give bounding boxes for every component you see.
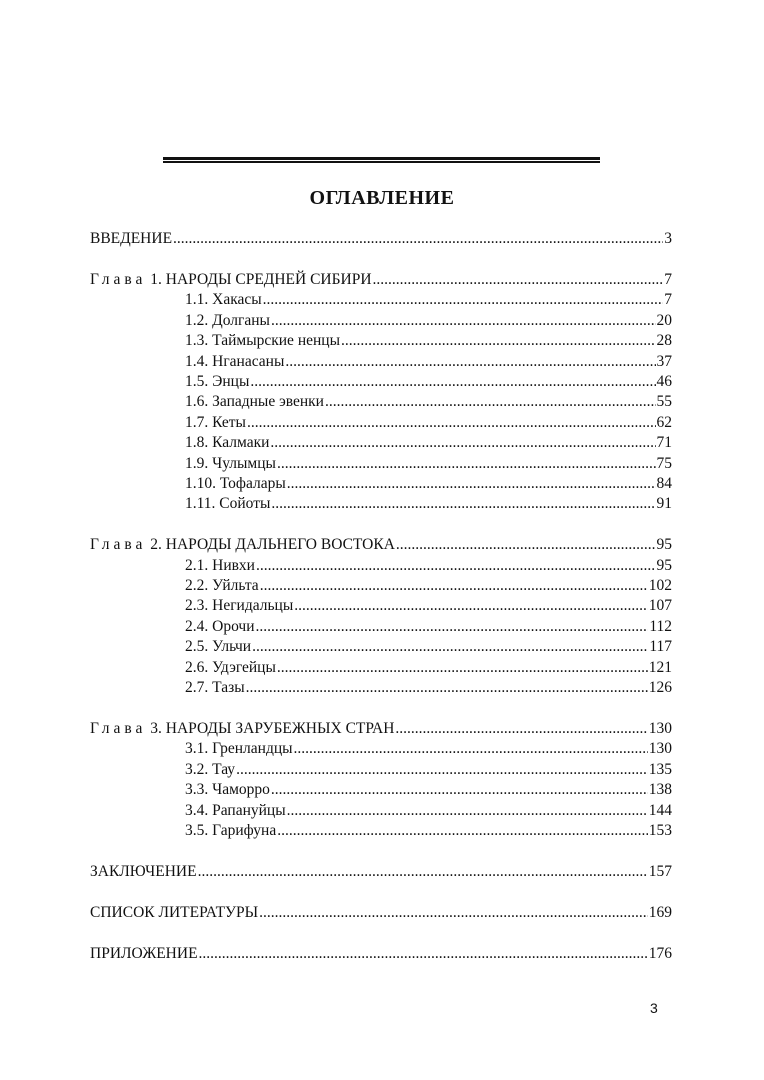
toc-entry-label: 2.4. Орочи xyxy=(185,617,255,635)
toc-entry-literature[interactable] xyxy=(90,903,672,923)
toc-entry-page: 135 xyxy=(648,760,672,778)
toc-section-entry[interactable] xyxy=(90,331,672,351)
dot-leader xyxy=(247,413,656,433)
toc-entry-page: 3 xyxy=(664,230,672,247)
toc-entry-page: 46 xyxy=(656,372,672,390)
page-number: 3 xyxy=(650,1000,658,1016)
toc-section-entry[interactable] xyxy=(90,556,672,576)
toc-entry-page: 126 xyxy=(648,679,672,696)
dot-leader xyxy=(173,229,663,249)
toc-entry-conclusion[interactable] xyxy=(90,862,672,882)
toc-entry-page: 20 xyxy=(656,311,672,329)
toc-entry-page: 117 xyxy=(649,638,672,656)
toc-section-entry[interactable] xyxy=(90,678,672,698)
dot-leader xyxy=(294,596,647,616)
toc-entry-page: 71 xyxy=(656,434,672,452)
toc-entry-label: 3.3. Чаморро xyxy=(185,781,270,799)
chapter-prefix: Глава xyxy=(90,536,147,554)
toc-entry-label: 2.2. Уйльта xyxy=(185,577,259,595)
chapter-title: 1. НАРОДЫ СРЕДНЕЙ СИБИРИ xyxy=(146,270,372,288)
toc-entry-page: 28 xyxy=(656,332,672,350)
toc-entry-page: 121 xyxy=(648,658,672,676)
dot-leader xyxy=(256,556,656,576)
dot-leader xyxy=(270,433,655,453)
toc-entry-label: 2.5. Ульчи xyxy=(185,638,252,656)
toc-entry-label: 1.6. Западные эвенки xyxy=(185,393,324,411)
dot-leader xyxy=(252,637,648,657)
chapter-title: 3. НАРОДЫ ЗАРУБЕЖНЫХ СТРАН xyxy=(146,719,395,737)
toc-section-entry[interactable] xyxy=(90,454,672,474)
toc-section-entry[interactable] xyxy=(90,494,672,514)
dot-leader xyxy=(294,739,648,759)
toc-entry-label: 1.8. Калмаки xyxy=(185,434,270,452)
dot-leader xyxy=(277,821,648,841)
toc-section-entry[interactable] xyxy=(90,801,672,821)
toc-entry-label: 1.10. Тофалары xyxy=(185,474,286,492)
toc-entry-label: ПРИЛОЖЕНИЕ xyxy=(90,944,198,962)
dot-leader xyxy=(396,535,656,555)
chapter-prefix: Глава xyxy=(90,719,147,737)
toc-entry-page: 130 xyxy=(648,719,672,737)
toc-entry-page: 138 xyxy=(648,781,672,799)
toc-entry-label: 3.2. Тау xyxy=(185,760,236,778)
dot-leader xyxy=(287,801,648,821)
toc-section-entry[interactable] xyxy=(90,392,672,412)
toc-entry-label: 3.4. Рапануйцы xyxy=(185,801,286,819)
double-rule-divider xyxy=(163,157,600,163)
toc-entry-label: 2.6. Удэгейцы xyxy=(185,658,276,676)
toc-chapter-label xyxy=(90,535,395,555)
table-of-contents xyxy=(90,229,672,964)
dot-leader xyxy=(246,678,648,698)
toc-entry-page: 84 xyxy=(656,474,672,492)
toc-entry-page: 130 xyxy=(648,740,672,758)
toc-entry-page: 55 xyxy=(656,393,672,411)
toc-section-entry[interactable] xyxy=(90,576,672,596)
dot-leader xyxy=(250,372,655,392)
toc-entry-label: 1.7. Кеты xyxy=(185,413,246,431)
toc-entry-page: 95 xyxy=(656,556,672,574)
chapter-title: 2. НАРОДЫ ДАЛЬНЕГО ВОСТОКА xyxy=(146,536,395,554)
toc-entry-label: ВВЕДЕНИЕ xyxy=(90,230,173,247)
toc-entry-page: 95 xyxy=(656,536,672,554)
chapter-prefix: Глава xyxy=(90,270,147,288)
dot-leader xyxy=(373,270,664,290)
toc-entry-label: 1.1. Хакасы xyxy=(185,291,262,309)
toc-entry-page: 62 xyxy=(656,413,672,431)
toc-section-entry[interactable] xyxy=(90,413,672,433)
toc-entry-page: 75 xyxy=(656,454,672,472)
dot-leader xyxy=(325,392,656,412)
toc-entry-page: 176 xyxy=(648,944,672,962)
toc-entry-page: 37 xyxy=(656,352,672,370)
toc-entry-page: 157 xyxy=(648,862,672,880)
toc-entry-label: СПИСОК ЛИТЕРАТУРЫ xyxy=(90,903,259,921)
dot-leader xyxy=(341,331,656,351)
toc-chapter-3[interactable] xyxy=(90,719,672,739)
toc-entry-page: 7 xyxy=(664,291,672,309)
toc-section-entry[interactable] xyxy=(90,617,672,637)
toc-entry-appendix[interactable] xyxy=(90,944,672,964)
toc-section-entry[interactable] xyxy=(90,372,672,392)
toc-chapter-1[interactable] xyxy=(90,270,672,290)
dot-leader xyxy=(285,352,655,372)
toc-entry-label: 1.11. Сойоты xyxy=(185,495,271,513)
toc-chapter-label xyxy=(90,719,394,739)
dot-leader xyxy=(256,617,649,637)
toc-entry-page: 153 xyxy=(648,821,672,839)
toc-section-entry[interactable] xyxy=(90,821,672,841)
toc-section-entry[interactable] xyxy=(90,433,672,453)
dot-leader xyxy=(259,903,648,923)
toc-entry-page: 107 xyxy=(648,597,672,615)
toc-entry-intro[interactable] xyxy=(90,229,672,249)
dot-leader xyxy=(199,944,648,964)
toc-entry-page: 112 xyxy=(649,617,672,635)
toc-entry-label: 2.7. Тазы xyxy=(185,679,245,696)
dot-leader xyxy=(198,862,648,882)
toc-section-entry[interactable] xyxy=(90,637,672,657)
toc-section-entry[interactable] xyxy=(90,352,672,372)
toc-chapter-label xyxy=(90,270,372,290)
toc-entry-label: 1.4. Нганасаны xyxy=(185,352,285,370)
toc-section-entry[interactable] xyxy=(90,739,672,759)
toc-section-entry[interactable] xyxy=(90,760,672,780)
toc-entry-page: 91 xyxy=(656,495,672,513)
toc-section-entry[interactable] xyxy=(90,658,672,678)
dot-leader xyxy=(271,311,656,331)
toc-entry-page: 7 xyxy=(664,270,672,288)
toc-entry-label: 1.9. Чулымцы xyxy=(185,454,276,472)
dot-leader xyxy=(277,658,648,678)
dot-leader xyxy=(260,576,648,596)
page-title: ОГЛАВЛЕНИЕ xyxy=(309,187,455,209)
dot-leader xyxy=(395,719,647,739)
toc-entry-label: 3.1. Гренландцы xyxy=(185,740,293,758)
toc-section-entry[interactable] xyxy=(90,596,672,616)
toc-entry-label: ЗАКЛЮЧЕНИЕ xyxy=(90,862,197,880)
dot-leader xyxy=(271,780,648,800)
dot-leader xyxy=(263,290,664,310)
toc-section-entry[interactable] xyxy=(90,311,672,331)
dot-leader xyxy=(277,454,656,474)
dot-leader xyxy=(287,474,656,494)
toc-entry-label: 1.3. Таймырские ненцы xyxy=(185,332,340,350)
dot-leader xyxy=(271,494,655,514)
toc-section-entry[interactable] xyxy=(90,290,672,310)
toc-section-entry[interactable] xyxy=(90,780,672,800)
toc-entry-label: 1.5. Энцы xyxy=(185,372,250,390)
toc-entry-label: 3.5. Гарифуна xyxy=(185,821,277,839)
toc-entry-page: 144 xyxy=(648,801,672,819)
toc-section-entry[interactable] xyxy=(90,474,672,494)
toc-chapter-2[interactable] xyxy=(90,535,672,555)
toc-entry-label: 1.2. Долганы xyxy=(185,311,270,329)
toc-entry-page: 169 xyxy=(648,903,672,921)
toc-entry-label: 2.3. Негидальцы xyxy=(185,597,294,615)
dot-leader xyxy=(236,760,648,780)
toc-entry-label: 2.1. Нивхи xyxy=(185,556,255,574)
toc-entry-page: 102 xyxy=(648,577,672,595)
